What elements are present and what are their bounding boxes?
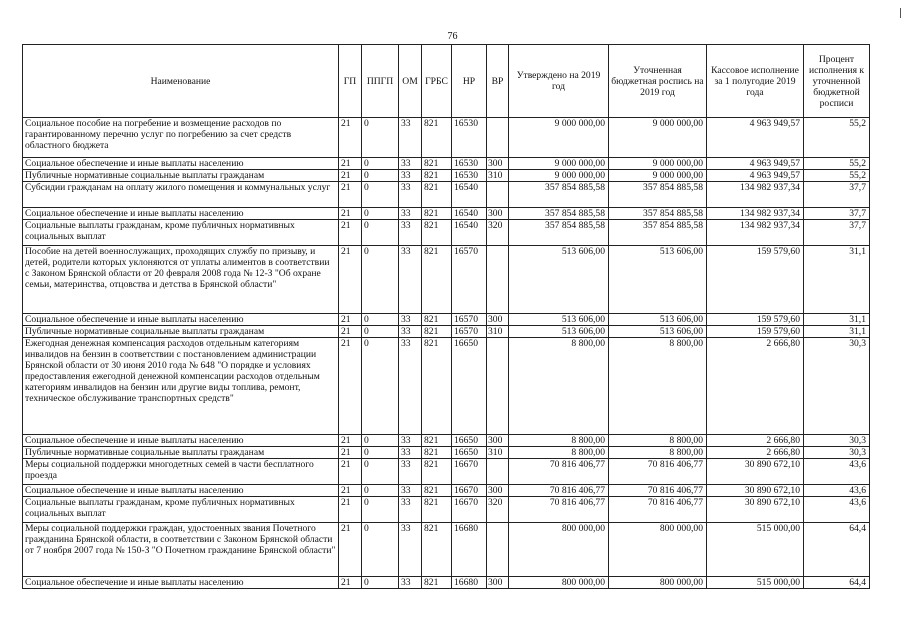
table-row (23, 459, 870, 485)
code-cell: 33 (399, 523, 422, 577)
code-cell: 821 (422, 182, 452, 208)
table-row (23, 523, 870, 577)
code-cell: 33 (399, 577, 422, 589)
code-cell: 16670 (452, 485, 487, 497)
code-cell: 21 (339, 208, 362, 220)
column-header: ППГП (362, 45, 399, 118)
amount-cell: 70 816 406,77 (609, 459, 707, 485)
code-cell: 300 (487, 577, 509, 589)
amount-cell: 9 000 000,00 (509, 118, 609, 158)
code-cell: 821 (422, 326, 452, 338)
code-cell: 33 (399, 182, 422, 208)
table-body (23, 118, 870, 589)
table-row (23, 497, 870, 523)
amount-cell: 4 963 949,57 (707, 118, 804, 158)
code-cell: 0 (362, 338, 399, 435)
code-cell: 0 (362, 182, 399, 208)
row-name: Социальные выплаты гражданам, кроме публичных нормативных социальных выплат (23, 220, 339, 246)
row-name: Социальное пособие на погребение и возмещение расходов по гарантированному перечню услуг по погребению за счет средств областного бюджета (23, 118, 339, 158)
table-row (23, 577, 870, 589)
code-cell: 0 (362, 435, 399, 447)
amount-cell: 37,7 (804, 182, 870, 208)
code-cell (487, 523, 509, 577)
column-header: Кассовое исполнение за 1 полугодие 2019 года (707, 45, 804, 118)
amount-cell: 8 800,00 (509, 447, 609, 459)
row-name: Меры социальной поддержки граждан, удостоенных звания Почетного гражданина Брянской области, в соответствии с Законом Брянской области от 7 ноября 2007 года № 150-З "О Почетном гражданине Брянской области" (23, 523, 339, 577)
amount-cell: 31,1 (804, 246, 870, 314)
column-header: Процент исполнения к уточненной бюджетной росписи (804, 45, 870, 118)
code-cell: 16670 (452, 459, 487, 485)
amount-cell: 9 000 000,00 (609, 158, 707, 170)
code-cell: 16570 (452, 246, 487, 314)
code-cell: 33 (399, 314, 422, 326)
code-cell: 310 (487, 326, 509, 338)
amount-cell: 70 816 406,77 (609, 485, 707, 497)
column-header: ГРБС (422, 45, 452, 118)
amount-cell: 30 890 672,10 (707, 459, 804, 485)
code-cell: 33 (399, 246, 422, 314)
code-cell: 33 (399, 497, 422, 523)
amount-cell: 64,4 (804, 577, 870, 589)
amount-cell: 70 816 406,77 (509, 485, 609, 497)
amount-cell: 37,7 (804, 208, 870, 220)
row-name: Публичные нормативные социальные выплаты гражданам (23, 170, 339, 182)
code-cell: 0 (362, 118, 399, 158)
code-cell: 33 (399, 447, 422, 459)
row-name: Социальное обеспечение и иные выплаты населению (23, 577, 339, 589)
code-cell: 21 (339, 314, 362, 326)
table-row (23, 314, 870, 326)
amount-cell: 357 854 885,58 (609, 182, 707, 208)
code-cell: 16540 (452, 220, 487, 246)
table-row (23, 158, 870, 170)
code-cell: 21 (339, 326, 362, 338)
column-header: Уточненная бюджетная роспись на 2019 год (609, 45, 707, 118)
amount-cell: 55,2 (804, 170, 870, 182)
code-cell: 16670 (452, 497, 487, 523)
amount-cell: 8 800,00 (509, 435, 609, 447)
amount-cell: 515 000,00 (707, 523, 804, 577)
amount-cell: 30 890 672,10 (707, 497, 804, 523)
code-cell: 0 (362, 314, 399, 326)
amount-cell: 513 606,00 (509, 246, 609, 314)
amount-cell: 8 800,00 (609, 435, 707, 447)
code-cell: 33 (399, 158, 422, 170)
row-name: Ежегодная денежная компенсация расходов отдельным категориям инвалидов на бензин в соответствии с постановлением администрации Брянской области от 30 июня 2010 года № 648 "О порядке и условиях предоставления ежегодной денежной компенсации расходов отдельным категориям инвалидов на бензин или другие виды топлива, ремонт, техническое обслуживание транспортных средств" (23, 338, 339, 435)
code-cell: 16650 (452, 435, 487, 447)
amount-cell: 55,2 (804, 158, 870, 170)
code-cell: 21 (339, 485, 362, 497)
amount-cell: 9 000 000,00 (609, 170, 707, 182)
code-cell: 821 (422, 338, 452, 435)
amount-cell: 8 800,00 (509, 338, 609, 435)
code-cell (487, 246, 509, 314)
code-cell: 16680 (452, 523, 487, 577)
amount-cell: 159 579,60 (707, 326, 804, 338)
code-cell: 16680 (452, 577, 487, 589)
code-cell: 310 (487, 447, 509, 459)
amount-cell: 43,6 (804, 459, 870, 485)
amount-cell: 37,7 (804, 220, 870, 246)
code-cell: 821 (422, 435, 452, 447)
amount-cell: 30,3 (804, 435, 870, 447)
amount-cell: 159 579,60 (707, 314, 804, 326)
code-cell: 300 (487, 158, 509, 170)
row-name: Социальные выплаты гражданам, кроме публичных нормативных социальных выплат (23, 497, 339, 523)
row-name: Публичные нормативные социальные выплаты гражданам (23, 447, 339, 459)
code-cell: 21 (339, 158, 362, 170)
amount-cell: 2 666,80 (707, 447, 804, 459)
code-cell: 16650 (452, 447, 487, 459)
amount-cell: 30 890 672,10 (707, 485, 804, 497)
table-row (23, 208, 870, 220)
code-cell: 33 (399, 208, 422, 220)
code-cell: 21 (339, 182, 362, 208)
code-cell: 821 (422, 447, 452, 459)
table-row (23, 447, 870, 459)
column-header: Наименование (23, 45, 339, 118)
code-cell: 21 (339, 338, 362, 435)
code-cell: 0 (362, 485, 399, 497)
table-row (23, 485, 870, 497)
code-cell: 21 (339, 577, 362, 589)
amount-cell: 2 666,80 (707, 338, 804, 435)
code-cell: 16650 (452, 338, 487, 435)
amount-cell: 4 963 949,57 (707, 170, 804, 182)
row-name: Социальное обеспечение и иные выплаты населению (23, 158, 339, 170)
amount-cell: 515 000,00 (707, 577, 804, 589)
amount-cell: 9 000 000,00 (509, 158, 609, 170)
row-name: Социальное обеспечение и иные выплаты населению (23, 435, 339, 447)
code-cell: 33 (399, 338, 422, 435)
amount-cell: 9 000 000,00 (509, 170, 609, 182)
code-cell: 16570 (452, 326, 487, 338)
amount-cell: 134 982 937,34 (707, 220, 804, 246)
amount-cell: 513 606,00 (609, 246, 707, 314)
code-cell: 33 (399, 485, 422, 497)
code-cell: 0 (362, 459, 399, 485)
code-cell: 33 (399, 220, 422, 246)
amount-cell: 9 000 000,00 (609, 118, 707, 158)
column-header: НР (452, 45, 487, 118)
code-cell: 0 (362, 170, 399, 182)
code-cell: 821 (422, 118, 452, 158)
amount-cell: 43,6 (804, 497, 870, 523)
amount-cell: 800 000,00 (509, 577, 609, 589)
amount-cell: 134 982 937,34 (707, 182, 804, 208)
amount-cell: 55,2 (804, 118, 870, 158)
row-name: Публичные нормативные социальные выплаты гражданам (23, 326, 339, 338)
code-cell: 21 (339, 170, 362, 182)
table-row (23, 435, 870, 447)
code-cell: 33 (399, 170, 422, 182)
code-cell: 33 (399, 118, 422, 158)
code-cell: 821 (422, 246, 452, 314)
table-row (23, 326, 870, 338)
code-cell: 21 (339, 246, 362, 314)
amount-cell: 64,4 (804, 523, 870, 577)
code-cell (487, 118, 509, 158)
amount-cell: 357 854 885,58 (609, 220, 707, 246)
code-cell: 16540 (452, 182, 487, 208)
code-cell: 821 (422, 459, 452, 485)
column-header: ВР (487, 45, 509, 118)
amount-cell: 800 000,00 (509, 523, 609, 577)
code-cell: 320 (487, 220, 509, 246)
code-cell: 0 (362, 246, 399, 314)
code-cell: 21 (339, 497, 362, 523)
code-cell: 821 (422, 170, 452, 182)
code-cell (487, 182, 509, 208)
amount-cell: 357 854 885,58 (509, 208, 609, 220)
amount-cell: 513 606,00 (609, 314, 707, 326)
amount-cell: 70 816 406,77 (609, 497, 707, 523)
code-cell: 821 (422, 314, 452, 326)
code-cell: 21 (339, 435, 362, 447)
code-cell: 0 (362, 326, 399, 338)
amount-cell: 134 982 937,34 (707, 208, 804, 220)
code-cell: 300 (487, 435, 509, 447)
code-cell: 821 (422, 485, 452, 497)
column-header: ГП (339, 45, 362, 118)
code-cell (487, 338, 509, 435)
table-row (23, 170, 870, 182)
amount-cell: 513 606,00 (609, 326, 707, 338)
code-cell: 21 (339, 447, 362, 459)
code-cell: 821 (422, 497, 452, 523)
table-row (23, 246, 870, 314)
code-cell: 821 (422, 208, 452, 220)
code-cell: 821 (422, 577, 452, 589)
column-header: ОМ (399, 45, 422, 118)
column-header: Утверждено на 2019 год (509, 45, 609, 118)
code-cell: 300 (487, 314, 509, 326)
amount-cell: 357 854 885,58 (609, 208, 707, 220)
table-row (23, 182, 870, 208)
amount-cell: 513 606,00 (509, 314, 609, 326)
code-cell: 320 (487, 497, 509, 523)
amount-cell: 30,3 (804, 338, 870, 435)
amount-cell: 800 000,00 (609, 523, 707, 577)
amount-cell: 357 854 885,58 (509, 182, 609, 208)
row-name: Меры социальной поддержки многодетных семей в части бесплатного проезда (23, 459, 339, 485)
code-cell: 821 (422, 523, 452, 577)
amount-cell: 4 963 949,57 (707, 158, 804, 170)
amount-cell: 31,1 (804, 326, 870, 338)
amount-cell: 800 000,00 (609, 577, 707, 589)
code-cell: 300 (487, 208, 509, 220)
code-cell: 21 (339, 220, 362, 246)
code-cell: 33 (399, 459, 422, 485)
amount-cell: 43,6 (804, 485, 870, 497)
code-cell: 33 (399, 326, 422, 338)
code-cell: 0 (362, 447, 399, 459)
code-cell: 310 (487, 170, 509, 182)
amount-cell: 2 666,80 (707, 435, 804, 447)
amount-cell: 30,3 (804, 447, 870, 459)
code-cell: 0 (362, 220, 399, 246)
amount-cell: 70 816 406,77 (509, 459, 609, 485)
code-cell: 0 (362, 577, 399, 589)
amount-cell: 31,1 (804, 314, 870, 326)
table-row (23, 118, 870, 158)
code-cell: 16530 (452, 170, 487, 182)
row-name: Субсидии гражданам на оплату жилого помещения и коммунальных услуг (23, 182, 339, 208)
page-number: 76 (447, 31, 458, 42)
code-cell (487, 459, 509, 485)
row-name: Социальное обеспечение и иные выплаты населению (23, 208, 339, 220)
budget-table (22, 44, 870, 589)
code-cell: 0 (362, 497, 399, 523)
code-cell: 300 (487, 485, 509, 497)
code-cell: 21 (339, 523, 362, 577)
code-cell: 21 (339, 459, 362, 485)
row-name: Социальное обеспечение и иные выплаты населению (23, 485, 339, 497)
code-cell: 16540 (452, 208, 487, 220)
code-cell: 16530 (452, 118, 487, 158)
code-cell: 0 (362, 158, 399, 170)
row-name: Социальное обеспечение и иные выплаты населению (23, 314, 339, 326)
code-cell: 33 (399, 435, 422, 447)
amount-cell: 357 854 885,58 (509, 220, 609, 246)
edge-mark (900, 8, 901, 18)
header-row (23, 45, 870, 118)
code-cell: 16570 (452, 314, 487, 326)
row-name: Пособие на детей военнослужащих, проходящих службу по призыву, и детей, родители которых уклоняются от уплаты алиментов в соответствии с Законом Брянской области от 20 февраля 2008 года № 12-З "Об охране семьи, материнства, отцовства и детства в Брянской области" (23, 246, 339, 314)
amount-cell: 8 800,00 (609, 447, 707, 459)
code-cell: 0 (362, 523, 399, 577)
amount-cell: 513 606,00 (509, 326, 609, 338)
table-row (23, 338, 870, 435)
table-row (23, 220, 870, 246)
amount-cell: 8 800,00 (609, 338, 707, 435)
code-cell: 21 (339, 118, 362, 158)
code-cell: 0 (362, 208, 399, 220)
code-cell: 16530 (452, 158, 487, 170)
code-cell: 821 (422, 220, 452, 246)
code-cell: 821 (422, 158, 452, 170)
amount-cell: 159 579,60 (707, 246, 804, 314)
amount-cell: 70 816 406,77 (509, 497, 609, 523)
